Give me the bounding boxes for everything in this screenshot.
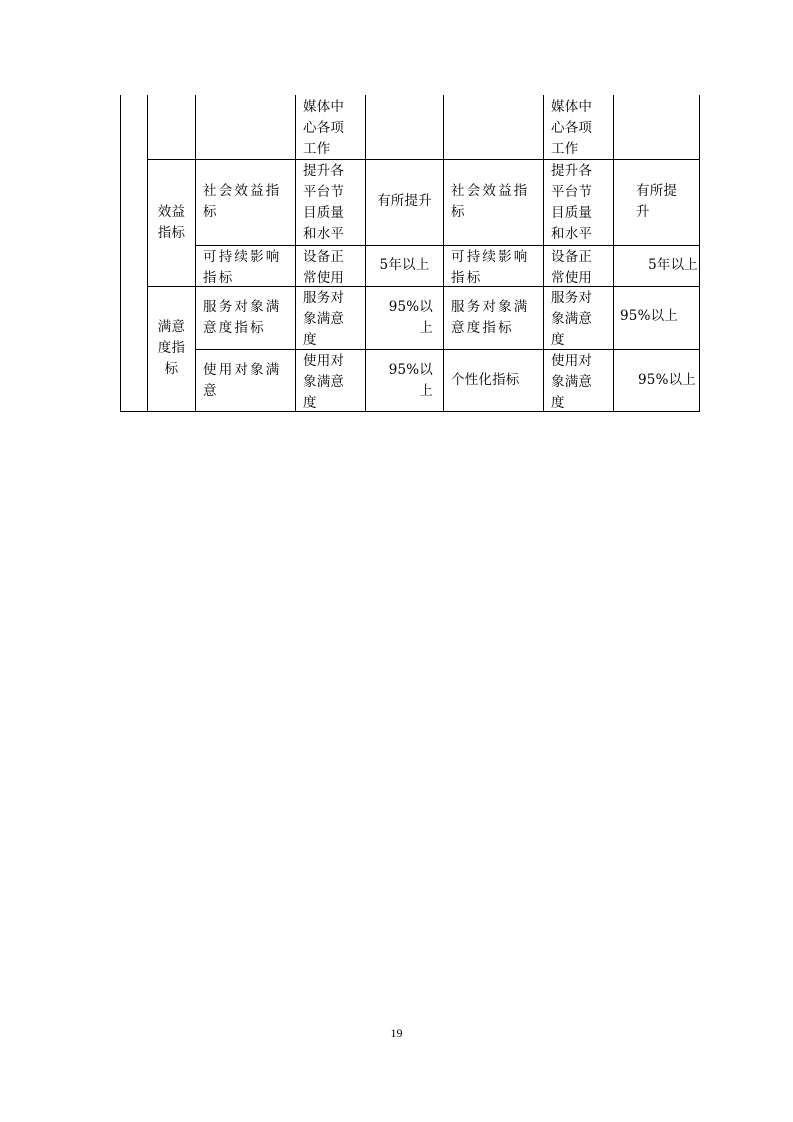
table-row-line-1	[147, 159, 700, 160]
cell-benefit-sustain-indicator-2: 可持续影响 指标	[451, 249, 530, 286]
cell-satisfaction-user-value-2: 95%以上	[637, 372, 696, 388]
cell-satisfaction-user-indicator: 使用对象满 意	[203, 362, 282, 399]
cell-satisfaction-user-value: 95%以 上	[388, 362, 433, 399]
table-col-line-4	[365, 95, 366, 412]
group-label-satisfaction: 满意 度指 标	[157, 319, 186, 377]
cell-benefit-social-indicator: 社会效益指 标	[203, 183, 282, 220]
table-col-line-5	[443, 95, 444, 412]
cell-top-indicator-content-2: 媒体中 心各项 工作	[551, 99, 593, 157]
table-col-line-2	[195, 95, 196, 412]
cell-satisfaction-service-indicator-2: 服务对象满 意度指标	[451, 299, 530, 336]
cell-top-indicator-content: 媒体中 心各项 工作	[303, 99, 345, 157]
cell-satisfaction-service-value: 95%以 上	[388, 299, 433, 336]
cell-benefit-sustain-content: 设备正 常使用	[303, 249, 345, 286]
table-row-line-2	[195, 245, 700, 246]
table-col-line-7	[613, 95, 614, 412]
table-col-line-3	[295, 95, 296, 412]
performance-indicator-table	[120, 95, 700, 412]
cell-benefit-social-value-2: 有所提 升	[636, 183, 678, 220]
cell-benefit-social-content-2: 提升各 平台节 目质量 和水平	[551, 163, 593, 242]
cell-satisfaction-service-content: 服务对 象满意 度	[303, 290, 345, 348]
cell-benefit-social-content: 提升各 平台节 目质量 和水平	[303, 163, 345, 242]
cell-satisfaction-user-content: 使用对 象满意 度	[303, 353, 345, 411]
group-label-benefit: 效益 指标	[157, 204, 186, 241]
cell-benefit-sustain-indicator: 可持续影响 指标	[203, 249, 282, 286]
cell-satisfaction-user-indicator-2: 个性化指标	[451, 372, 520, 388]
table-border-bottom	[120, 411, 700, 412]
cell-benefit-sustain-value-2: 5年以上	[648, 257, 698, 273]
cell-satisfaction-service-content-2: 服务对 象满意 度	[551, 290, 593, 348]
cell-benefit-sustain-content-2: 设备正 常使用	[551, 249, 593, 286]
cell-benefit-social-value: 有所提升	[377, 193, 432, 209]
table-border-right	[699, 95, 700, 412]
table-border-left	[120, 95, 121, 412]
table-row-line-4	[195, 349, 700, 350]
page-number: 19	[390, 1026, 403, 1040]
cell-benefit-social-indicator-2: 社会效益指 标	[451, 183, 530, 220]
cell-benefit-sustain-value: 5年以上	[379, 257, 430, 273]
cell-satisfaction-user-content-2: 使用对 象满意 度	[551, 353, 593, 411]
table-col-line-6	[543, 95, 544, 412]
cell-satisfaction-service-indicator: 服务对象满 意度指标	[203, 299, 282, 336]
cell-satisfaction-service-value-2: 95%以上	[620, 308, 679, 324]
